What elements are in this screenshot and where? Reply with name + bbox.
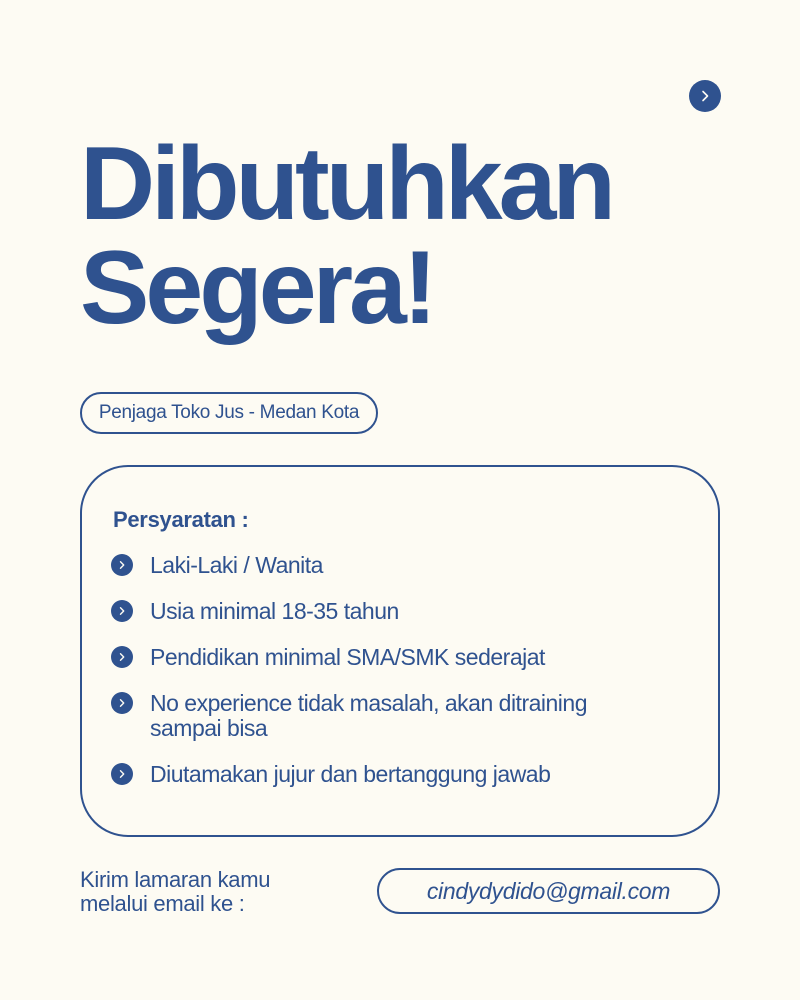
requirement-text: Usia minimal 18-35 tahun: [150, 598, 399, 624]
requirement-item: [111, 762, 671, 787]
requirement-item: [111, 599, 671, 624]
requirement-item: [111, 553, 671, 578]
chevron-right-icon: [111, 554, 133, 576]
chevron-right-icon: [698, 89, 712, 103]
requirement-text-line-2: sampai bisa: [150, 715, 268, 741]
chevron-right-icon: [111, 692, 133, 714]
apply-instruction: [80, 868, 270, 916]
chevron-right-icon: [111, 600, 133, 622]
requirement-text: Diutamakan jujur dan bertanggung jawab: [150, 761, 551, 787]
email-link[interactable]: cindydydido@gmail.com: [377, 868, 720, 914]
headline-line-2: Segera!: [80, 230, 434, 346]
headline: [80, 126, 612, 346]
requirements-title: Persyaratan :: [113, 507, 249, 532]
requirement-item: [111, 645, 671, 670]
headline-line-1: Dibutuhkan: [80, 126, 612, 242]
chevron-right-icon: [111, 646, 133, 668]
requirement-text: Laki-Laki / Wanita: [150, 552, 323, 578]
chevron-right-icon: [111, 763, 133, 785]
apply-instruction-line-2: melalui email ke :: [80, 891, 245, 916]
position-tag: Penjaga Toko Jus - Medan Kota: [80, 392, 378, 434]
requirement-text: [150, 691, 587, 741]
requirement-item: [111, 691, 671, 741]
requirements-list: [111, 553, 671, 787]
requirements-card: [80, 465, 720, 837]
next-button[interactable]: [689, 80, 721, 112]
apply-instruction-line-1: Kirim lamaran kamu: [80, 867, 271, 892]
requirement-text: Pendidikan minimal SMA/SMK sederajat: [150, 644, 545, 670]
requirement-text-line-1: No experience tidak masalah, akan ditraining: [150, 690, 587, 716]
